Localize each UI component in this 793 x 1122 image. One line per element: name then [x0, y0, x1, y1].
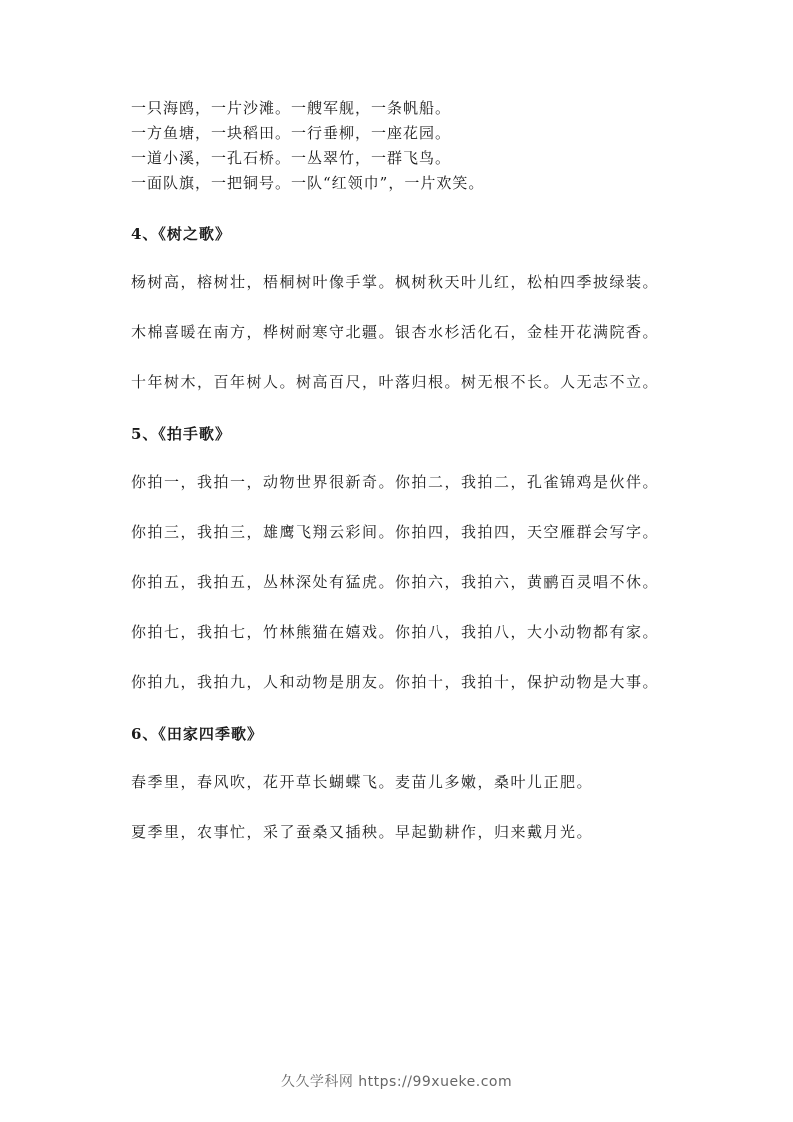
section-5-paragraph: 你拍九，我拍九，人和动物是朋友。你拍十，我拍十，保护动物是大事。: [131, 673, 660, 691]
document-body: [131, 96, 671, 845]
section-6-paragraph: 春季里，春风吹，花开草长蝴蝶飞。麦苗儿多嫩，桑叶儿正肥。: [131, 773, 594, 791]
intro-line: 一面队旗，一把铜号。一队“红领巾”，一片欢笑。: [131, 174, 485, 192]
intro-stanza: [131, 96, 671, 196]
section-6-paragraph: 夏季里，农事忙，采了蚕桑又插秧。早起勤耕作，归来戴月光。: [131, 823, 594, 841]
section-4-paragraph: 十年树木，百年树人。树高百尺，叶落归根。树无根不长。人无志不立。: [131, 373, 660, 391]
section-4-paragraph: 木棉喜暖在南方，桦树耐寒守北疆。银杏水杉活化石，金桂开花满院香。: [131, 323, 660, 341]
footer-watermark: 久久学科网 https://99xueke.com: [280, 1074, 513, 1090]
section-5-paragraph: 你拍七，我拍七，竹林熊猫在嬉戏。你拍八，我拍八，大小动物都有家。: [131, 623, 660, 641]
intro-line: 一方鱼塘，一块稻田。一行垂柳，一座花园。: [131, 124, 452, 142]
section-4-heading: 4、《树之歌》: [131, 225, 231, 243]
intro-line: 一道小溪，一孔石桥。一丛翠竹，一群飞鸟。: [131, 149, 452, 167]
section-5-paragraph: 你拍五，我拍五，丛林深处有猛虎。你拍六，我拍六，黄鹂百灵唱不休。: [131, 573, 660, 591]
section-4-paragraph: 杨树高，榕树壮，梧桐树叶像手掌。枫树秋天叶儿红，松柏四季披绿装。: [131, 273, 660, 291]
section-6-heading: 6、《田家四季歌》: [131, 725, 263, 743]
section-5-paragraph: 你拍三，我拍三，雄鹰飞翔云彩间。你拍四，我拍四，天空雁群会写字。: [131, 523, 660, 541]
intro-line: 一只海鸥，一片沙滩。一艘军舰，一条帆船。: [131, 99, 452, 117]
section-5-heading: 5、《拍手歌》: [131, 425, 231, 443]
section-5-paragraph: 你拍一，我拍一，动物世界很新奇。你拍二，我拍二，孔雀锦鸡是伙伴。: [131, 473, 660, 491]
